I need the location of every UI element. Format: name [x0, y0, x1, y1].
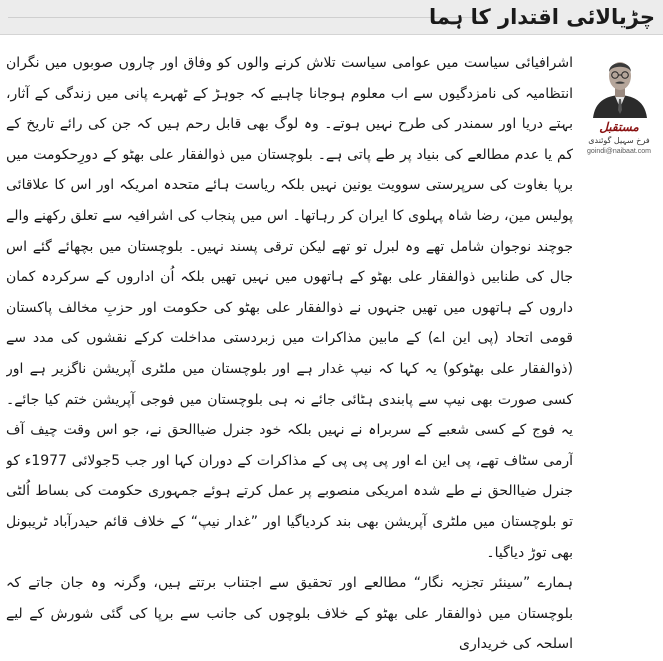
column-title: چڑیالائی اقتدار کا ہما	[429, 5, 655, 29]
article-body	[6, 48, 573, 658]
column-header	[0, 0, 663, 35]
article-paragraph: ہمارے ”سینئر تجزیہ نگار“ مطالعے اور تحقیق سے اجتناب برتتے ہیں، وگرنہ وہ جان جاتے کہ بلوچستان میں ذوالفقار علی بھٹو کے خلاف بلوچوں کی جانب سے برپا کی گئی شورش کے لیے اسلحہ کی خریداری	[6, 575, 573, 653]
author-email: goindi@naibaat.com	[587, 148, 651, 155]
author-box	[581, 50, 657, 160]
header-divider	[8, 17, 478, 18]
author-name: فرخ سہیل گوئندی	[588, 136, 650, 145]
author-portrait	[589, 52, 651, 118]
article-paragraph: اشرافیائی سیاست میں عوامی سیاست تلاش کرنے والوں کو وفاق اور چاروں صوبوں میں نگران انتظامیہ کی نامزدگیوں سے اب معلوم ہوجانا چاہیے کہ جوہڑ کے ٹھہرے پانی میں زندگی کے آثار، بہتے دریا اور سمندر کی طرح نہیں ہوتے۔ وہ لوگ بھی قابل رحم ہیں کہ جن کی رائے تاریخ کے کم یا عدم مطالعے کی بنیاد پر طے پاتی ہے۔ بلوچستان میں ذوالفقار علی بھٹو کے دورِحکومت میں برپا بغاوت کی سرپرستی سوویت یونین نہیں بلکہ ریاست ہائے متحدہ امریکہ اور اس کا علاقائی پولیس مین، رضا شاہ پہلوی کا ایران کر رہاتھا۔ اس میں پنجاب کی اشرافیہ سے تعلق رکھنے والے جوچند نوجوان شامل تھے وہ لبرل تو تھے لیکن ترقی پسند نہیں۔ بلوچستان میں بچھائے گئے اس جال کی طنابیں ذوالفقار علی بھٹو کے ہاتھوں میں نہیں تھیں بلکہ اُن اداروں کے سرکردہ کمان داروں کے ہاتھوں میں تھیں جنہوں نے ذوالفقار علی بھٹو کی حکومت اور حزبِ مخالف پاکستان قومی اتحاد (پی این اے) کے مابین مذاکرات میں زبردستی مداخلت کرکے نقشوں کی مدد سے (ذوالفقار علی بھٹوکو) یہ کہا کہ نیپ غدار ہے اور بلوچستان میں ملٹری آپریشن ناگزیر ہے اور کسی صورت بھی نیپ سے پابندی ہٹائی جائے نہ ہی بلوچستان میں فوجی آپریشن ختم کیا جائے۔ یہ فوج کے کسی شعبے کے سربراہ نے نہیں بلکہ خود جنرل ضیاالحق نے، جو اس وقت چیف آف آرمی سٹاف تھے، پی این اے اور پی پی پی کے مذاکرات کے دوران کہا اور جب 5جولائی 1977ء کو جنرل ضیاالحق نے طے شدہ امریکی منصوبے پر عمل کرتے ہوئے جمہوری حکومت کی بساط اُلٹی تو بلوچستان میں ملٹری آپریشن بھی بند کردیاگیا اور ”غدار نیپ“ کے خلاف قائم حیدرآباد ٹریبونل بھی توڑ دیاگیا۔	[6, 55, 573, 561]
column-logo: مستقبل	[599, 120, 639, 134]
